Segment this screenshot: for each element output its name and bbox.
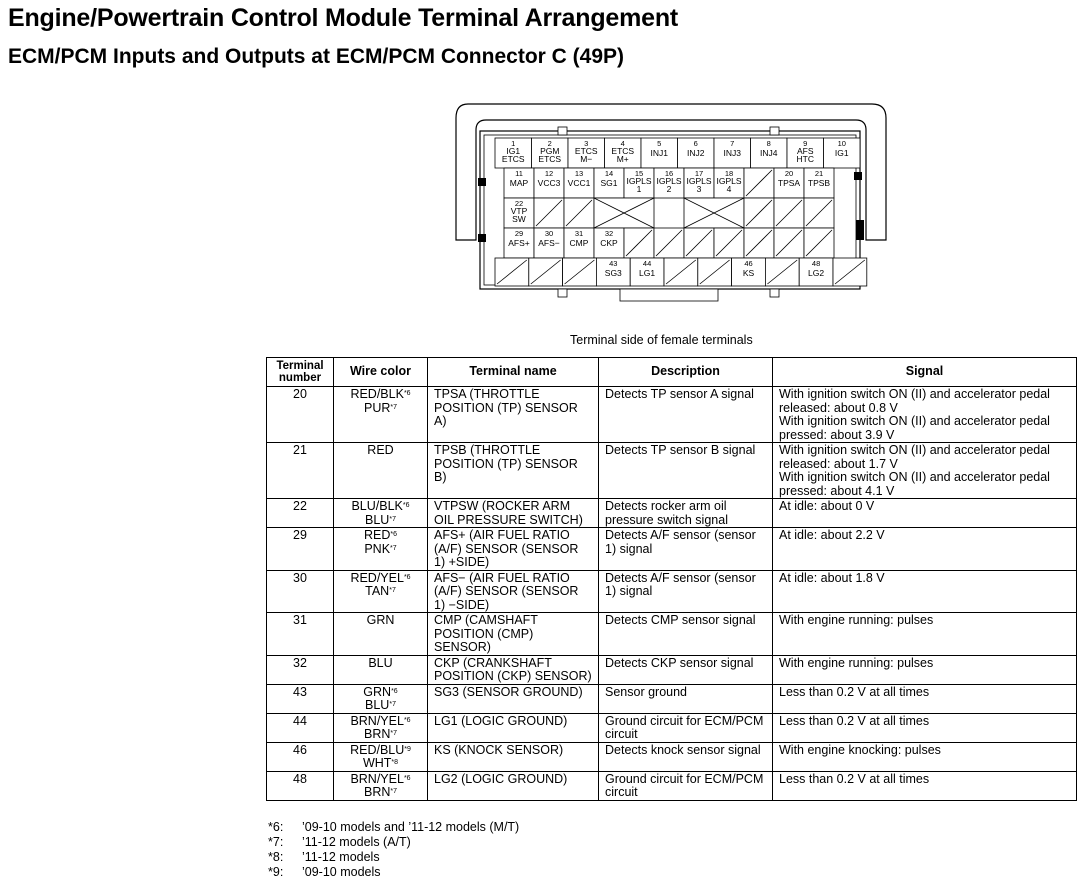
description-cell: Detects TP sensor B signal (599, 443, 773, 499)
description-cell: Detects TP sensor A signal (599, 387, 773, 443)
wire-color-cell (334, 443, 428, 499)
footnote (268, 850, 519, 865)
footnote-ref: *7 (389, 515, 396, 523)
terminal-label-2: ETCS (501, 154, 525, 164)
terminal-label: SG3 (604, 268, 622, 278)
signal-cell: At idle: about 2.2 V (773, 528, 1077, 571)
terminal-label: IG1 (506, 146, 521, 156)
terminal-name-cell: CKP (CRANKSHAFT POSITION (CKP) SENSOR) (428, 655, 599, 684)
terminal-label-2: 1 (636, 184, 642, 194)
page-title: Engine/Powertrain Control Module Terminal Arrangement (8, 4, 679, 32)
wire-color: BLU/BLK (351, 499, 403, 513)
column-header: Wire color (334, 358, 428, 387)
terminal-label: SG1 (600, 178, 618, 188)
terminal-label-2: SW (512, 214, 526, 224)
footnote-ref: *7 (390, 730, 398, 737)
terminal-number: 20 (784, 169, 794, 178)
wire-color: RED/BLU (350, 742, 405, 757)
terminal-number: 5 (657, 139, 662, 148)
terminal-label: VTP (510, 206, 528, 216)
terminal-label: INJ3 (723, 148, 741, 158)
terminal-number: 15 (634, 169, 644, 178)
terminal-label: IGPLS (656, 176, 682, 186)
terminal-label-2: 4 (726, 184, 732, 194)
column-header: Description (599, 358, 773, 387)
terminal-number-cell: 20 (267, 387, 334, 443)
table-row (267, 655, 1077, 684)
terminal-number: 32 (604, 229, 614, 238)
wire-color: WHT (362, 756, 392, 770)
terminal-label: MAP (509, 178, 529, 188)
footnote-ref: *7 (390, 544, 397, 552)
footnote-key: *9: (268, 865, 284, 879)
footnote-key: *8: (268, 850, 284, 864)
diagram-caption: Terminal side of female terminals (570, 333, 753, 347)
footnote-ref: *6 (403, 774, 411, 782)
terminal-number: 9 (803, 139, 808, 148)
signal-cell: At idle: about 1.8 V (773, 570, 1077, 613)
terminal-label: VCC1 (567, 178, 591, 188)
signal-cell: Less than 0.2 V at all times (773, 684, 1077, 713)
signal-cell: At idle: about 0 V (773, 499, 1077, 528)
table-row (267, 684, 1077, 713)
description-cell: Detects knock sensor signal (599, 742, 773, 771)
terminal-number: 7 (730, 139, 735, 148)
footnote (268, 835, 519, 850)
terminal-number: 14 (604, 169, 614, 178)
terminal-number: 48 (811, 259, 821, 268)
terminal-number-cell: 21 (267, 443, 334, 499)
footnote-ref: *9 (404, 745, 411, 753)
terminal-label: INJ1 (650, 148, 668, 158)
terminal-number: 1 (511, 139, 516, 148)
table-row (267, 387, 1077, 443)
wire-color: BLU (365, 512, 390, 527)
column-header: Signal (773, 358, 1077, 387)
footnote-text: ’11-12 models (302, 850, 380, 864)
terminal-number-cell: 44 (267, 713, 334, 742)
terminal-number: 4 (620, 139, 625, 148)
terminal-number-cell: 32 (267, 655, 334, 684)
page-subtitle: ECM/PCM Inputs and Outputs at ECM/PCM Connector C (49P) (8, 45, 625, 68)
table-row (267, 771, 1077, 800)
terminal-name-cell: KS (KNOCK SENSOR) (428, 742, 599, 771)
terminal-label: INJ4 (760, 148, 778, 158)
footnote-ref: *7 (389, 701, 396, 708)
terminal-number: 6 (693, 139, 698, 148)
terminal-label: IGPLS (626, 176, 652, 186)
connector-diagram (450, 100, 890, 305)
terminal-number: 2 (547, 139, 552, 148)
wire-color: PNK (364, 541, 391, 556)
terminal-label: KS (742, 268, 755, 278)
footnote-key: *6: (268, 820, 284, 834)
terminal-number-cell: 48 (267, 771, 334, 800)
terminal-label: VCC3 (537, 178, 561, 188)
wire-color: RED/YEL (350, 570, 404, 585)
terminal-name-cell: LG1 (LOGIC GROUND) (428, 713, 599, 742)
footnotes (268, 820, 519, 880)
wire-color-cell (334, 655, 428, 684)
terminal-label: TPSA (777, 178, 801, 188)
table-row (267, 742, 1077, 771)
footnote-text: ’09-10 models (302, 865, 381, 879)
terminal-number: 16 (664, 169, 674, 178)
wire-color: RED/BLK (350, 387, 404, 401)
footnote-ref: *6 (403, 716, 411, 724)
description-cell: Detects CMP sensor signal (599, 613, 773, 656)
footnote-ref: *6 (402, 502, 410, 509)
description-cell: Ground circuit for ECM/PCM circuit (599, 771, 773, 800)
terminal-number-cell: 46 (267, 742, 334, 771)
wire-color: BRN/YEL (350, 771, 404, 786)
table-row (267, 613, 1077, 656)
footnote-text: ’11-12 models (A/T) (302, 835, 411, 849)
terminal-name-cell: TPSB (THROTTLE POSITION (TP) SENSOR B) (428, 443, 599, 499)
footnote-ref: *7 (390, 788, 398, 795)
description-cell: Detects rocker arm oil pressure switch signal (599, 499, 773, 528)
footnote-ref: *7 (390, 403, 398, 411)
terminal-label: LG1 (639, 268, 656, 278)
terminal-label-2: 2 (666, 184, 672, 194)
terminal-name-cell: VTPSW (ROCKER ARM OIL PRESSURE SWITCH) (428, 499, 599, 528)
wire-color: RED (363, 528, 391, 542)
wire-color: GRN (366, 613, 395, 627)
terminal-name-cell: AFS− (AIR FUEL RATIO (A/F) SENSOR (SENSOR 1) −SIDE) (428, 570, 599, 613)
signal-cell: With engine knocking: pulses (773, 742, 1077, 771)
signal-cell: Less than 0.2 V at all times (773, 713, 1077, 742)
terminal-number: 22 (514, 199, 524, 208)
terminal-name-cell: LG2 (LOGIC GROUND) (428, 771, 599, 800)
wire-color-cell (334, 387, 428, 443)
terminal-number: 17 (694, 169, 704, 178)
terminal-number: 43 (609, 259, 618, 268)
terminal-label-2: M+ (616, 154, 629, 164)
wire-color: BRN/YEL (350, 713, 404, 728)
terminal-number: 8 (766, 139, 771, 148)
wire-color: PUR (363, 400, 391, 415)
terminal-label: AFS− (538, 238, 560, 248)
signal-cell: With ignition switch ON (II) and accelerator pedal released: about 1.7 V With ignition switch ON (II) and accelerator pedal pressed: about 4.1 V (773, 443, 1077, 499)
terminal-number: 11 (515, 169, 523, 178)
terminal-label: AFS+ (508, 238, 530, 248)
footnote (268, 865, 519, 880)
wire-color-cell (334, 742, 428, 771)
terminal-number: 29 (514, 229, 524, 238)
terminal-number: 12 (544, 169, 554, 178)
terminal-name-cell: TPSA (THROTTLE POSITION (TP) SENSOR A) (428, 387, 599, 443)
wire-color-cell (334, 528, 428, 571)
terminal-number-cell: 43 (267, 684, 334, 713)
description-cell: Detects CKP sensor signal (599, 655, 773, 684)
terminal-number-cell: 31 (267, 613, 334, 656)
terminal-number: 3 (584, 139, 589, 148)
terminal-number: 10 (837, 139, 846, 148)
terminal-number-cell: 22 (267, 499, 334, 528)
terminal-label: CMP (569, 238, 589, 248)
footnote-ref: *6 (391, 687, 398, 695)
description-cell: Ground circuit for ECM/PCM circuit (599, 713, 773, 742)
wire-color: BLU (368, 655, 393, 670)
terminal-table (266, 357, 1077, 801)
footnote (268, 820, 519, 835)
description-cell: Sensor ground (599, 684, 773, 713)
terminal-label: IG1 (834, 148, 849, 158)
wire-color: BLU (365, 698, 390, 712)
terminal-number-cell: 29 (267, 528, 334, 571)
terminal-name-cell: AFS+ (AIR FUEL RATIO (A/F) SENSOR (SENSOR 1) +SIDE) (428, 528, 599, 571)
terminal-label: TPSB (807, 178, 831, 188)
table-row (267, 713, 1077, 742)
terminal-number: 31 (574, 229, 584, 238)
column-header: Terminal number (267, 358, 334, 387)
terminal-label: ETCS (611, 146, 635, 156)
wire-color-cell (334, 570, 428, 613)
wire-color: TAN (365, 584, 390, 598)
terminal-name-cell: CMP (CAMSHAFT POSITION (CMP) SENSOR) (428, 613, 599, 656)
footnote-ref: *6 (390, 531, 398, 538)
table-row (267, 528, 1077, 571)
wire-color-cell (334, 613, 428, 656)
wire-color: GRN (363, 684, 392, 699)
terminal-label-2: 3 (696, 184, 702, 194)
terminal-label-2: M− (580, 154, 593, 164)
terminal-label: INJ2 (687, 148, 705, 158)
footnote-key: *7: (268, 835, 284, 849)
table-header-row (267, 358, 1077, 387)
terminal-number: 46 (744, 259, 753, 268)
terminal-label-2: ETCS (538, 154, 562, 164)
footnote-ref: *7 (389, 587, 396, 594)
wire-color-cell (334, 684, 428, 713)
column-header: Terminal name (428, 358, 599, 387)
signal-cell: Less than 0.2 V at all times (773, 771, 1077, 800)
terminal-label: LG2 (808, 268, 825, 278)
table-row (267, 570, 1077, 613)
terminal-number-cell: 30 (267, 570, 334, 613)
terminal-label: CKP (600, 238, 618, 248)
terminal-label: AFS (796, 146, 814, 156)
terminal-name-cell: SG3 (SENSOR GROUND) (428, 684, 599, 713)
wire-color-cell (334, 499, 428, 528)
wire-color-cell (334, 713, 428, 742)
description-cell: Detects A/F sensor (sensor 1) signal (599, 528, 773, 571)
wire-color: BRN (363, 727, 391, 741)
terminal-label: IGPLS (716, 176, 742, 186)
terminal-number: 18 (724, 169, 734, 178)
terminal-number: 21 (814, 169, 824, 178)
wire-color: RED (367, 443, 394, 457)
signal-cell: With engine running: pulses (773, 613, 1077, 656)
footnote-ref: *8 (391, 759, 399, 766)
table-row (267, 443, 1077, 499)
wire-color-cell (334, 771, 428, 800)
terminal-label: IGPLS (686, 176, 712, 186)
table-body (267, 387, 1077, 801)
footnote-ref: *6 (403, 390, 411, 397)
signal-cell: With engine running: pulses (773, 655, 1077, 684)
description-cell: Detects A/F sensor (sensor 1) signal (599, 570, 773, 613)
terminal-label-2: HTC (796, 154, 814, 164)
footnote-text: ’09-10 models and ’11-12 models (M/T) (302, 820, 520, 834)
terminal-label: PGM (540, 146, 560, 156)
signal-cell: With ignition switch ON (II) and accelerator pedal released: about 0.8 V With ignition switch ON (II) and accelerator pedal pressed: about 3.9 V (773, 387, 1077, 443)
terminal-number: 13 (574, 169, 584, 178)
footnote-ref: *6 (403, 573, 411, 581)
terminal-number: 30 (544, 229, 554, 238)
table-row (267, 499, 1077, 528)
terminal-label: ETCS (574, 146, 598, 156)
terminal-number: 44 (642, 259, 652, 268)
wire-color: BRN (363, 785, 391, 799)
